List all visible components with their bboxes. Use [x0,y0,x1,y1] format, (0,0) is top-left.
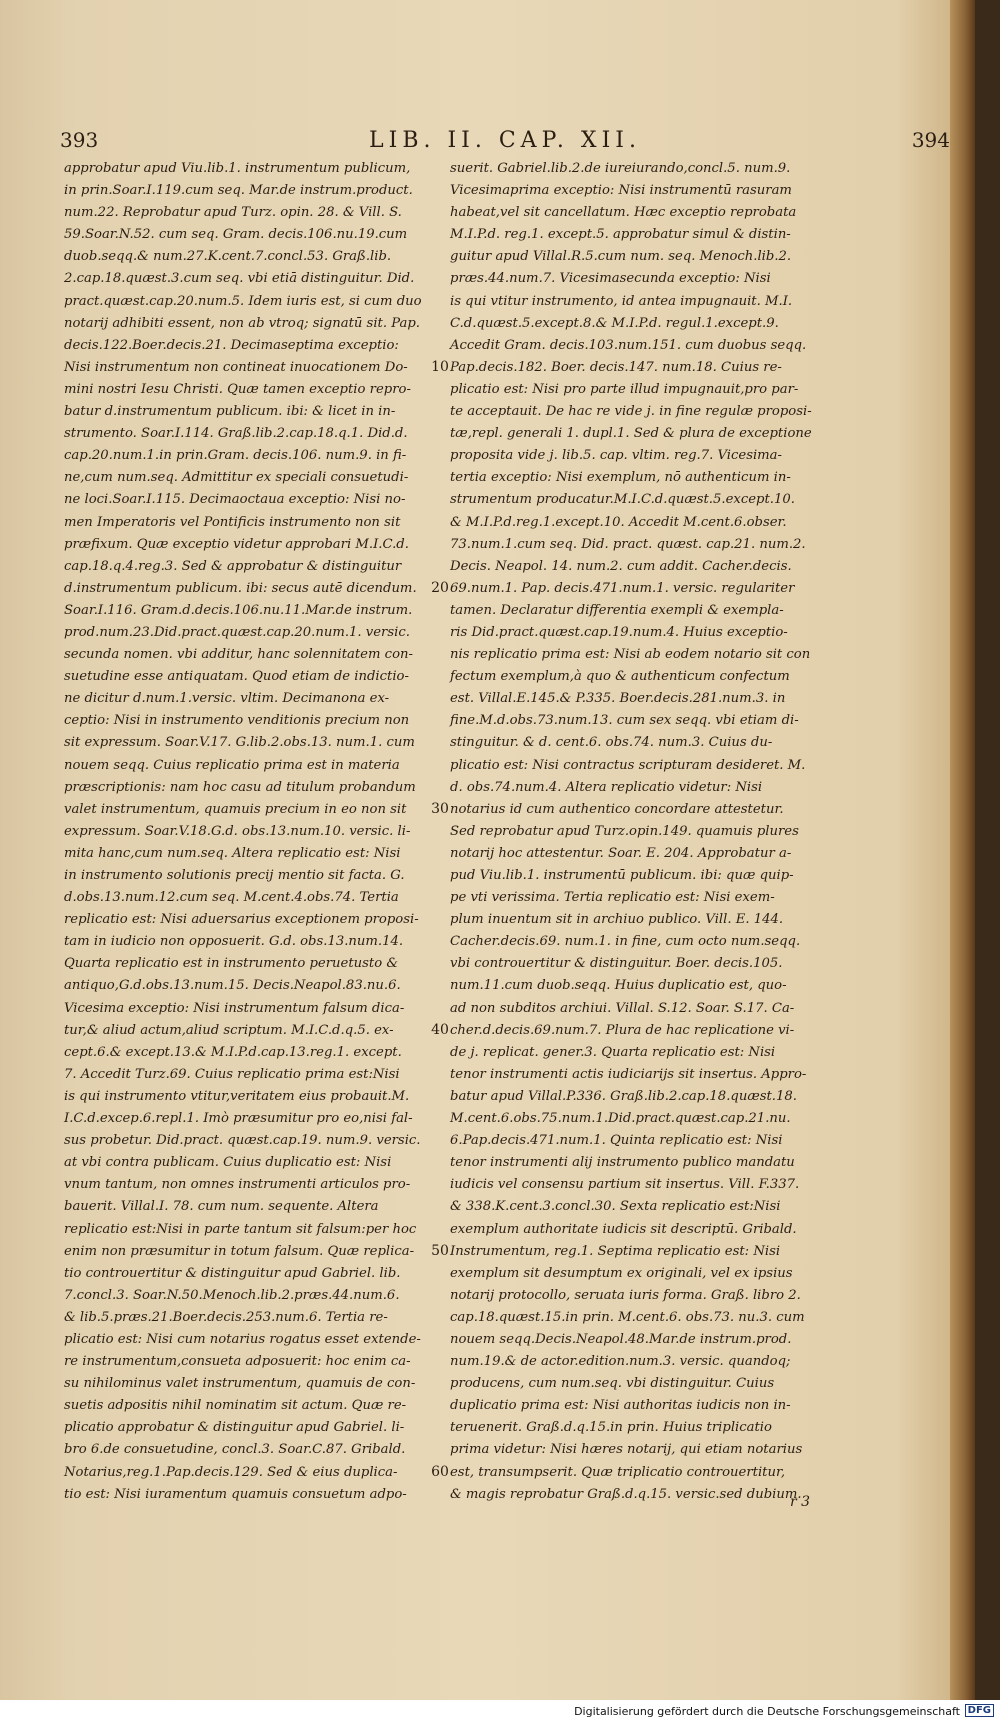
text-line: M.cent.6.obs.75.num.1.Did.pract.quæst.cap.21.nu. [450,1111,791,1127]
text-line: batur d.instrumentum publicum. ibi: & licet in in- [64,404,396,420]
text-line: plicatio est: Nisi pro parte illud impugnauit,pro par- [450,381,799,397]
text-line: iudicis vel consensu partium sit insertus. Vill. F.337. [450,1177,800,1193]
text-line: replicatio est:Nisi in parte tantum sit falsum:per hoc [64,1221,417,1237]
text-line: de j. replicat. gener.3. Quarta replicatio est: Nisi [450,1044,776,1060]
text-line: suetis adpositis nihil nominatim sit actum. Quæ re- [64,1398,407,1414]
text-line: guitur apud Villal.R.5.cum num. seq. Menoch.lib.2. [450,249,792,265]
text-line: & magis reprobatur Graß.d.q.15. versic.sed dubium. [450,1486,802,1502]
text-line: strumentum producatur.M.I.C.d.quæst.5.except.10. [450,492,795,508]
text-line: Pap.decis.182. Boer. decis.147. num.18. Cuius re- [450,359,782,375]
text-line: 7.concl.3. Soar.N.50.Menoch.lib.2.præs.44.num.6. [64,1287,400,1303]
text-line: plicatio approbatur & distinguitur apud Gabriel. li- [64,1420,405,1436]
text-line: 7. Accedit Turz.69. Cuius replicatio prima est:Nisi [64,1066,400,1082]
text-line: tio est: Nisi iuramentum quamuis consuetum adpo- [64,1486,407,1502]
text-line: 2.cap.18.quæst.3.cum seq. vbi etiā distinguitur. Did. [64,271,415,287]
text-line: notarij hoc attestentur. Soar. E. 204. Approbatur a- [450,845,792,861]
text-line: duplicatio prima est: Nisi authoritas iudicis non in- [450,1398,791,1414]
text-line: tam in iudicio non opposuerit. G.d. obs.13.num.14. [64,934,404,950]
text-line: su nihilominus valet instrumentum, quamuis de con- [64,1376,416,1392]
text-line: tenor instrumenti actis iudiciarijs sit insertus. Appro- [450,1066,807,1082]
text-line: habeat,vel sit cancellatum. Hæc exceptio reprobata [450,205,797,221]
text-line: secunda nomen. vbi additur, hanc solennitatem con- [64,647,413,663]
text-line: ris Did.pract.quæst.cap.19.num.4. Huius exceptio- [450,624,788,640]
line-number: 60 [431,1463,449,1480]
text-line: cap.18.quæst.15.in prin. M.cent.6. obs.73. nu.3. cum [450,1309,805,1325]
text-line: Notarius,reg.1.Pap.decis.129. Sed & eius duplica- [64,1464,398,1480]
text-line: ne dicitur d.num.1.versic. vltim. Decimanona ex- [64,691,390,707]
text-line: at vbi contra publicam. Cuius duplicatio est: Nisi [64,1155,392,1171]
line-number: 40 [431,1021,449,1038]
text-line: 73.num.1.cum seq. Did. pract. quæst. cap.21. num.2. [450,536,806,552]
text-line: producens, cum num.seq. vbi distinguitur. Cuius [450,1376,775,1392]
text-line: plicatio est: Nisi cum notarius rogatus esset extende- [64,1331,421,1347]
text-line: batur apud Villal.P.336. Graß.lib.2.cap.18.quæst.18. [450,1088,797,1104]
text-line: præscriptionis: nam hoc casu ad titulum probandum [64,779,416,795]
text-line: I.C.d.excep.6.repl.1. Imò præsumitur pro eo,nisi fal- [64,1111,413,1127]
right-page-number: 394 [911,128,950,152]
text-line: in instrumento solutionis precij mentio sit facta. G. [64,868,405,883]
text-line: prima videtur: Nisi hæres notarij, qui etiam notarius [450,1442,803,1458]
text-line: 59.Soar.N.52. cum seq. Gram. decis.106.nu.19.cum [64,227,408,243]
text-line: suerit. Gabriel.lib.2.de iureiurando,concl.5. num.9. [450,161,791,176]
text-line: Vicesimaprima exceptio: Nisi instrumentū rasuram [450,183,792,199]
line-number: 30 [431,800,449,817]
text-line: bauerit. Villal.I. 78. cum num. sequente. Altera [64,1199,379,1215]
text-line: C.d.quæst.5.except.8.& M.I.P.d. regul.1.except.9. [450,315,779,331]
text-line: mita hanc,cum num.seq. Altera replicatio est: Nisi [64,845,401,861]
text-line: cap.18.q.4.reg.3. Sed & approbatur & distinguitur [64,558,402,574]
text-line: tæ,repl. generali 1. dupl.1. Sed & plura de exceptione [450,426,812,442]
text-line: est, transumpserit. Quæ triplicatio controuertitur, [450,1464,786,1480]
text-line: ceptio: Nisi in instrumento venditionis precium non [64,713,410,729]
line-number-gutter [428,158,452,1488]
text-line: nis replicatio prima est: Nisi ab eodem notario sit con [450,647,811,663]
text-line: is qui instrumento vtitur,veritatem eius probauit.M. [64,1088,410,1104]
text-line: te acceptauit. De hac re vide j. in fine regulæ proposi- [450,404,812,420]
text-line: præs.44.num.7. Vicesimasecunda exceptio: Nisi [450,271,771,287]
text-line: antiquo,G.d.obs.13.num.15. Decis.Neapol.83.nu.6. [64,978,401,994]
text-line: nouem seqq.Decis.Neapol.48.Mar.de instrum.prod. [450,1331,792,1347]
text-line: ne loci.Soar.I.115. Decimaoctaua exceptio: Nisi no- [64,492,406,508]
text-line: sit expressum. Soar.V.17. G.lib.2.obs.13. num.1. cum [64,735,415,751]
line-number: 50 [431,1242,449,1259]
text-line: Quarta replicatio est in instrumento peruetusto & [64,956,399,972]
line-number: 20 [431,579,449,596]
text-line: cher.d.decis.69.num.7. Plura de hac replicatione vi- [450,1022,795,1038]
text-line: tio controuertitur & distinguitur apud Gabriel. lib. [64,1265,401,1281]
text-line: M.I.P.d. reg.1. except.5. approbatur simul & distin- [450,227,791,243]
text-line: Cacher.decis.69. num.1. in fine, cum octo num.seqq. [450,934,801,950]
text-line: tenor instrumenti alij instrumento publico mandatu [450,1155,795,1171]
digitization-footer [0,1700,1000,1724]
text-line: 6.Pap.decis.471.num.1. Quinta replicatio est: Nisi [450,1133,783,1149]
text-line: vbi controuertitur & distinguitur. Boer. decis.105. [450,956,783,972]
text-line: strumento. Soar.I.114. Graß.lib.2.cap.18.q.1. Did.d. [64,426,408,442]
text-line: plicatio est: Nisi contractus scripturam desideret. M. [450,757,806,773]
left-page-number: 393 [60,128,99,152]
text-line: & M.I.P.d.reg.1.except.10. Accedit M.cent.6.obser. [450,514,787,530]
text-line: tamen. Declaratur differentia exempli & exempla- [450,602,784,618]
text-line: nouem seqq. Cuius replicatio prima est in materia [64,757,400,773]
text-line: cap.20.num.1.in prin.Gram. decis.106. num.9. in fi- [64,448,407,464]
text-line: d.obs.13.num.12.cum seq. M.cent.4.obs.74. Tertia [64,890,399,906]
text-line: fine.M.d.obs.73.num.13. cum sex seqq. vbi etiam di- [450,713,799,729]
left-text-column [64,158,454,1502]
book-edge [950,0,975,1700]
text-line: enim non præsumitur in totum falsum. Quæ replica- [64,1243,415,1259]
text-line: teruenerit. Graß.d.q.15.in prin. Huius triplicatio [450,1420,772,1436]
footer-credit: Digitalisierung gefördert durch die Deutsche Forschungsgemeinschaft [574,1705,960,1718]
text-line: valet instrumentum, quamuis precium in eo non sit [64,801,407,817]
dfg-logo: DFG [965,1704,994,1717]
text-line: num.19.& de actor.edition.num.3. versic. quandoq; [450,1354,791,1370]
text-line: mini nostri Iesu Christi. Quæ tamen exceptio repro- [64,381,411,397]
text-line: expressum. Soar.V.18.G.d. obs.13.num.10. versic. li- [64,823,411,839]
text-line: ne,cum num.seq. Admittitur ex speciali consuetudi- [64,470,409,486]
text-line: exemplum sit desumptum ex originali, vel ex ipsius [450,1265,793,1281]
text-line: pe vti verissima. Tertia replicatio est: Nisi exem- [450,890,775,906]
text-line: replicatio est: Nisi aduersarius exceptionem proposi- [64,912,419,928]
text-line: Sed reprobatur apud Turz.opin.149. quamuis plures [450,823,799,839]
text-line: exemplum authoritate iudicis sit descriptū. Gribald. [450,1221,797,1237]
text-line: d. obs.74.num.4. Altera replicatio videtur: Nisi [450,779,763,795]
text-line: pud Viu.lib.1. instrumentū publicum. ibi: quæ quip- [450,868,794,883]
text-line: proposita vide j. lib.5. cap. vltim. reg.7. Vicesima- [450,448,782,464]
text-line: pract.quæst.cap.20.num.5. Idem iuris est, si cum duo [64,293,422,309]
right-text-column [450,158,840,1502]
signature-mark: r 3 [790,1494,811,1510]
text-line: decis.122.Boer.decis.21. Decimaseptima exceptio: [64,337,399,353]
text-line: Nisi instrumentum non contineat inuocationem Do- [64,359,408,375]
text-line: bro 6.de consuetudine, concl.3. Soar.C.87. Gribald. [64,1442,406,1458]
text-line: approbatur apud Viu.lib.1. instrumentum publicum, [64,161,411,176]
text-line: re instrumentum,consueta adposuerit: hoc enim ca- [64,1354,411,1370]
text-line: men Imperatoris vel Pontificis instrumento non sit [64,514,401,530]
line-number: 10 [431,358,449,375]
text-line: is qui vtitur instrumento, id antea impugnauit. M.I. [450,293,793,309]
text-line: fectum exemplum,à quo & authenticum confectum [450,669,790,685]
text-line: notarius id cum authentico concordare attestetur. [450,801,784,817]
text-line: Accedit Gram. decis.103.num.151. cum duobus seqq. [450,337,807,353]
running-title: LIB. II. CAP. XII. [369,128,641,153]
text-line: cept.6.& except.13.& M.I.P.d.cap.13.reg.1. except. [64,1044,402,1060]
text-line: tur,& aliud actum,aliud scriptum. M.I.C.d.q.5. ex- [64,1022,394,1038]
text-line: duob.seqq.& num.27.K.cent.7.concl.53. Graß.lib. [64,249,392,265]
text-line: Decis. Neapol. 14. num.2. cum addit. Cacher.decis. [450,558,792,574]
text-line: notarij protocollo, seruata iuris forma. Graß. libro 2. [450,1287,801,1303]
text-line: prod.num.23.Did.pract.quæst.cap.20.num.1. versic. [64,624,410,640]
text-line: Soar.I.116. Gram.d.decis.106.nu.11.Mar.de instrum. [64,602,413,618]
text-line: d.instrumentum publicum. ibi: secus autē dicendum. [64,580,417,596]
text-line: 69.num.1. Pap. decis.471.num.1. versic. regulariter [450,580,795,596]
text-line: num.22. Reprobatur apud Turz. opin. 28. & Vill. S. [64,205,402,221]
text-line: num.11.cum duob.seqq. Huius duplicatio est, quo- [450,978,787,994]
text-line: sus probetur. Did.pract. quæst.cap.19. num.9. versic. [64,1133,421,1149]
text-line: plum inuentum sit in archiuo publico. Vill. E. 144. [450,912,784,928]
text-line: est. Villal.E.145.& P.335. Boer.decis.281.num.3. in [450,691,786,707]
text-line: præfixum. Quæ exceptio videtur approbari M.I.C.d. [64,536,409,552]
text-line: vnum tantum, non omnes instrumenti articulos pro- [64,1177,411,1193]
text-line: Instrumentum, reg.1. Septima replicatio est: Nisi [450,1243,781,1259]
text-line: in prin.Soar.I.119.cum seq. Mar.de instrum.product. [64,183,413,199]
text-line: suetudine esse antiquatam. Quod etiam de indictio- [64,669,409,685]
text-line: & 338.K.cent.3.concl.30. Sexta replicatio est:Nisi [450,1199,781,1215]
text-line: stinguitur. & d. cent.6. obs.74. num.3. Cuius du- [450,735,773,751]
text-line: Vicesima exceptio: Nisi instrumentum falsum dica- [64,1000,405,1016]
text-line: notarij adhibiti essent, non ab vtroq; signatū sit. Pap. [64,315,420,331]
text-line: & lib.5.præs.21.Boer.decis.253.num.6. Tertia re- [64,1309,388,1325]
page-header [60,128,950,156]
text-line: tertia exceptio: Nisi exemplum, nō authenticum in- [450,470,791,486]
text-line: ad non subditos archiui. Villal. S.12. Soar. S.17. Ca- [450,1000,795,1016]
